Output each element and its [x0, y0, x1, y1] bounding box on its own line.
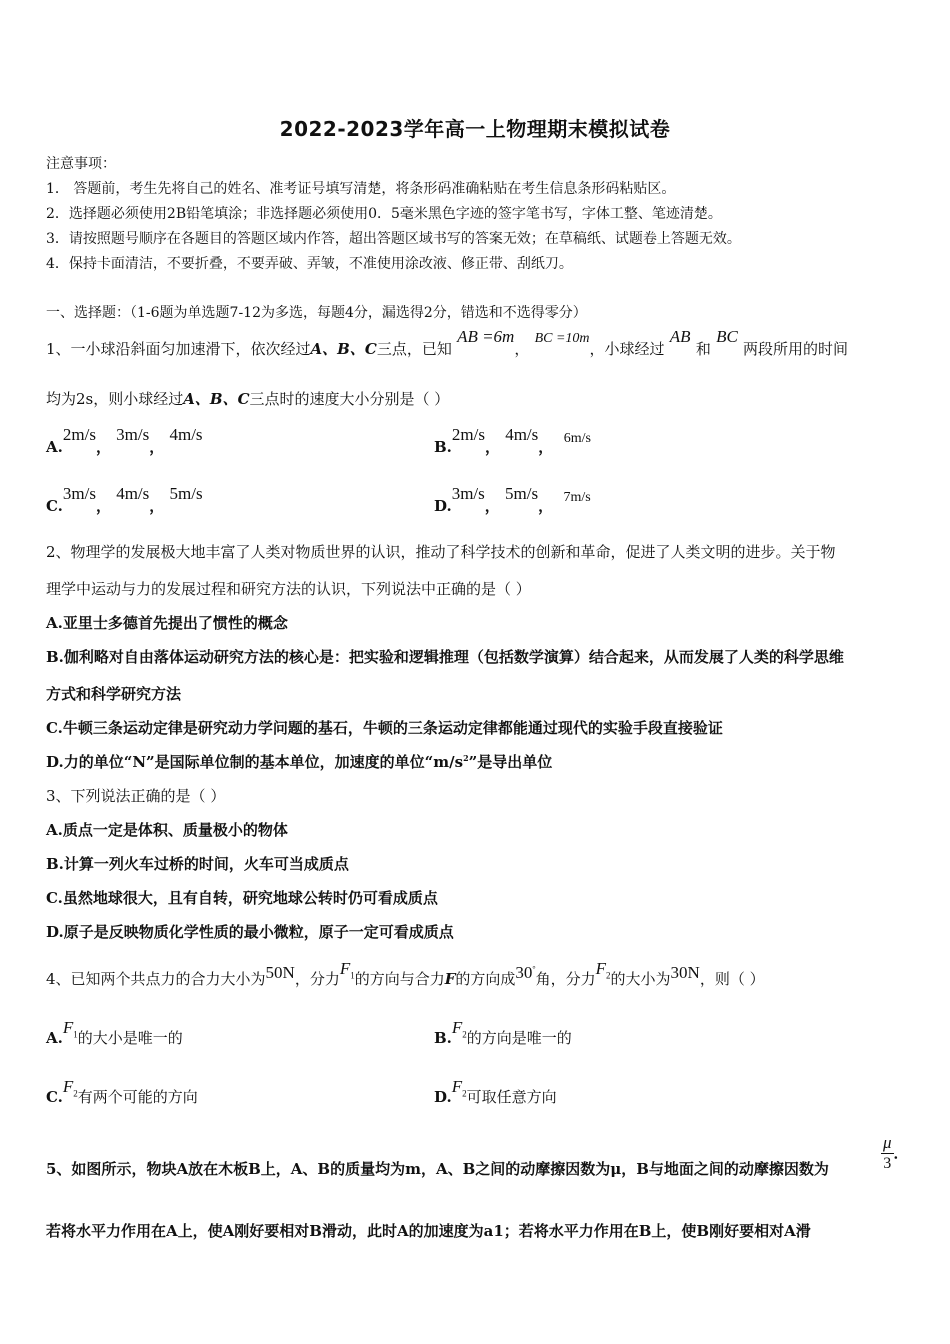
notice-heading: 注意事项： — [46, 156, 116, 172]
q1-text: 均为2s，则小球经过 — [46, 390, 184, 408]
question-4-stem: 4、已知两个共点力的合力大小为50N，分力$F_1$的方向与合力F的方向成30°角，分力$F_2$的大小为30N，则（ ） — [46, 959, 765, 988]
q1-points: A、B、C — [183, 390, 250, 408]
q4-option-c[interactable]: $C.F_2$有两个可能的方向 — [46, 1077, 198, 1106]
q1-bc-equation: BC =10m — [534, 331, 590, 346]
q4-option-a[interactable]: $A.F_1$的大小是唯一的 — [46, 1018, 183, 1047]
q2-option-a[interactable]: A.亚里士多德首先提出了惯性的概念 — [46, 614, 288, 632]
q3-option-c[interactable]: C.虽然地球很大，且有自转，研究地球公转时仍可看成质点 — [46, 889, 438, 907]
question-3-stem: 3、下列说法正确的是（ ） — [46, 787, 226, 805]
question-2-line-2: 理学中运动与力的发展过程和研究方法的认识，下列说法中正确的是（ ） — [46, 580, 531, 598]
question-1-line-2 — [46, 388, 449, 409]
q1-ab-symbol: AB — [669, 327, 691, 346]
page-title: 2022-2023学年高一上物理期末模拟试卷 — [279, 117, 671, 141]
q3-option-b[interactable]: B.计算一列火车过桥的时间，火车可当成质点 — [46, 855, 349, 873]
q1-text: 三点时的速度大小分别是（ ） — [249, 390, 450, 408]
notice-item: 4．保持卡面清洁，不要折叠，不要弄破、弄皱，不准使用涂改液、修正带、刮纸刀。 — [46, 256, 573, 272]
notice-item: 2．选择题必须使用2B铅笔填涂；非选择题必须使用0．5毫米黑色字迹的签字笔书写，字体工整、笔迹清楚。 — [46, 206, 722, 222]
question-1-line-1: 1、一小球沿斜面匀加速滑下，依次经过A、B、C三点，已知 AB =6m， BC =10m，小球经过 AB 和 BC 两段所用的时间 — [46, 327, 849, 358]
q1-option-b[interactable]: B.2m/s， 4m/s， 6m/s — [434, 425, 591, 456]
q1-text: 1、一小球沿斜面匀加速滑下，依次经过 — [46, 340, 311, 358]
q2-option-d[interactable]: D.力的单位“N”是国际单位制的基本单位，加速度的单位“$m/s^2$”是导出单位 — [46, 753, 553, 771]
q4-option-b[interactable]: $B.F_2$的方向是唯一的 — [434, 1018, 572, 1047]
question-5-line-1: 5、如图所示，物块A放在木板B上，A、B的质量均为m，A、B之间的动摩擦因数为μ，B与地面之间的动摩擦因数为 — [46, 1160, 829, 1178]
q1-option-a[interactable]: A.2m/s， 3m/s， 4m/s — [46, 425, 203, 456]
q3-option-a[interactable]: A.质点一定是体积、质量极小的物体 — [46, 821, 288, 839]
q3-option-d[interactable]: D.原子是反映物质化学性质的最小微粒，原子一定可看成质点 — [46, 923, 454, 941]
q1-option-d[interactable]: D.3m/s， 5m/s， 7m/s — [434, 484, 591, 515]
notice-item: 3．请按照题号顺序在各题目的答题区域内作答，超出答题区域书写的答案无效；在草稿纸、试题卷上答题无效。 — [46, 231, 741, 247]
q1-text: 两段所用的时间 — [743, 340, 849, 358]
notice-item: 1． 答题前，考生先将自己的姓名、准考证号填写清楚，将条形码准确粘贴在考生信息条形码粘贴区。 — [46, 181, 676, 197]
q1-text: 三点，已知 — [376, 340, 452, 358]
q1-option-c[interactable]: C.3m/s， 4m/s， 5m/s — [46, 484, 203, 515]
q2-option-b-cont[interactable]: 方式和科学研究方法 — [46, 685, 182, 703]
q1-ab-equation: AB =6m — [457, 327, 515, 346]
q1-points: A、B、C — [310, 340, 377, 358]
q5-fraction: $\frac{\mu}{3}$ ． — [883, 1133, 909, 1172]
section-heading: 一、选择题：（1-6题为单选题7-12为多选，每题4分，漏选得2分，错选和不选得零分） — [46, 305, 587, 321]
q2-option-b[interactable]: B.伽利略对自由落体运动研究方法的核心是：把实验和逻辑推理（包括数学演算）结合起来，从而发展了人类的科学思维 — [46, 648, 844, 666]
question-2-line-1: 2、物理学的发展极大地丰富了人类对物质世界的认识，推动了科学技术的创新和革命，促进了人类文明的进步。关于物 — [46, 543, 836, 561]
question-5-line-2: 若将水平力作用在A上，使A刚好要相对B滑动，此时A的加速度为a1；若将水平力作用在B上，使B刚好要相对A滑 — [46, 1222, 811, 1240]
q4-option-d[interactable]: $D.F_2$可取任意方向 — [434, 1077, 557, 1106]
q1-bc-symbol: BC — [716, 327, 738, 346]
q1-and: 和 — [695, 340, 711, 358]
q2-option-c[interactable]: C.牛顿三条运动定律是研究动力学问题的基石，牛顿的三条运动定律都能通过现代的实验手段直接验证 — [46, 719, 723, 737]
q1-text: ，小球经过 — [589, 340, 665, 358]
